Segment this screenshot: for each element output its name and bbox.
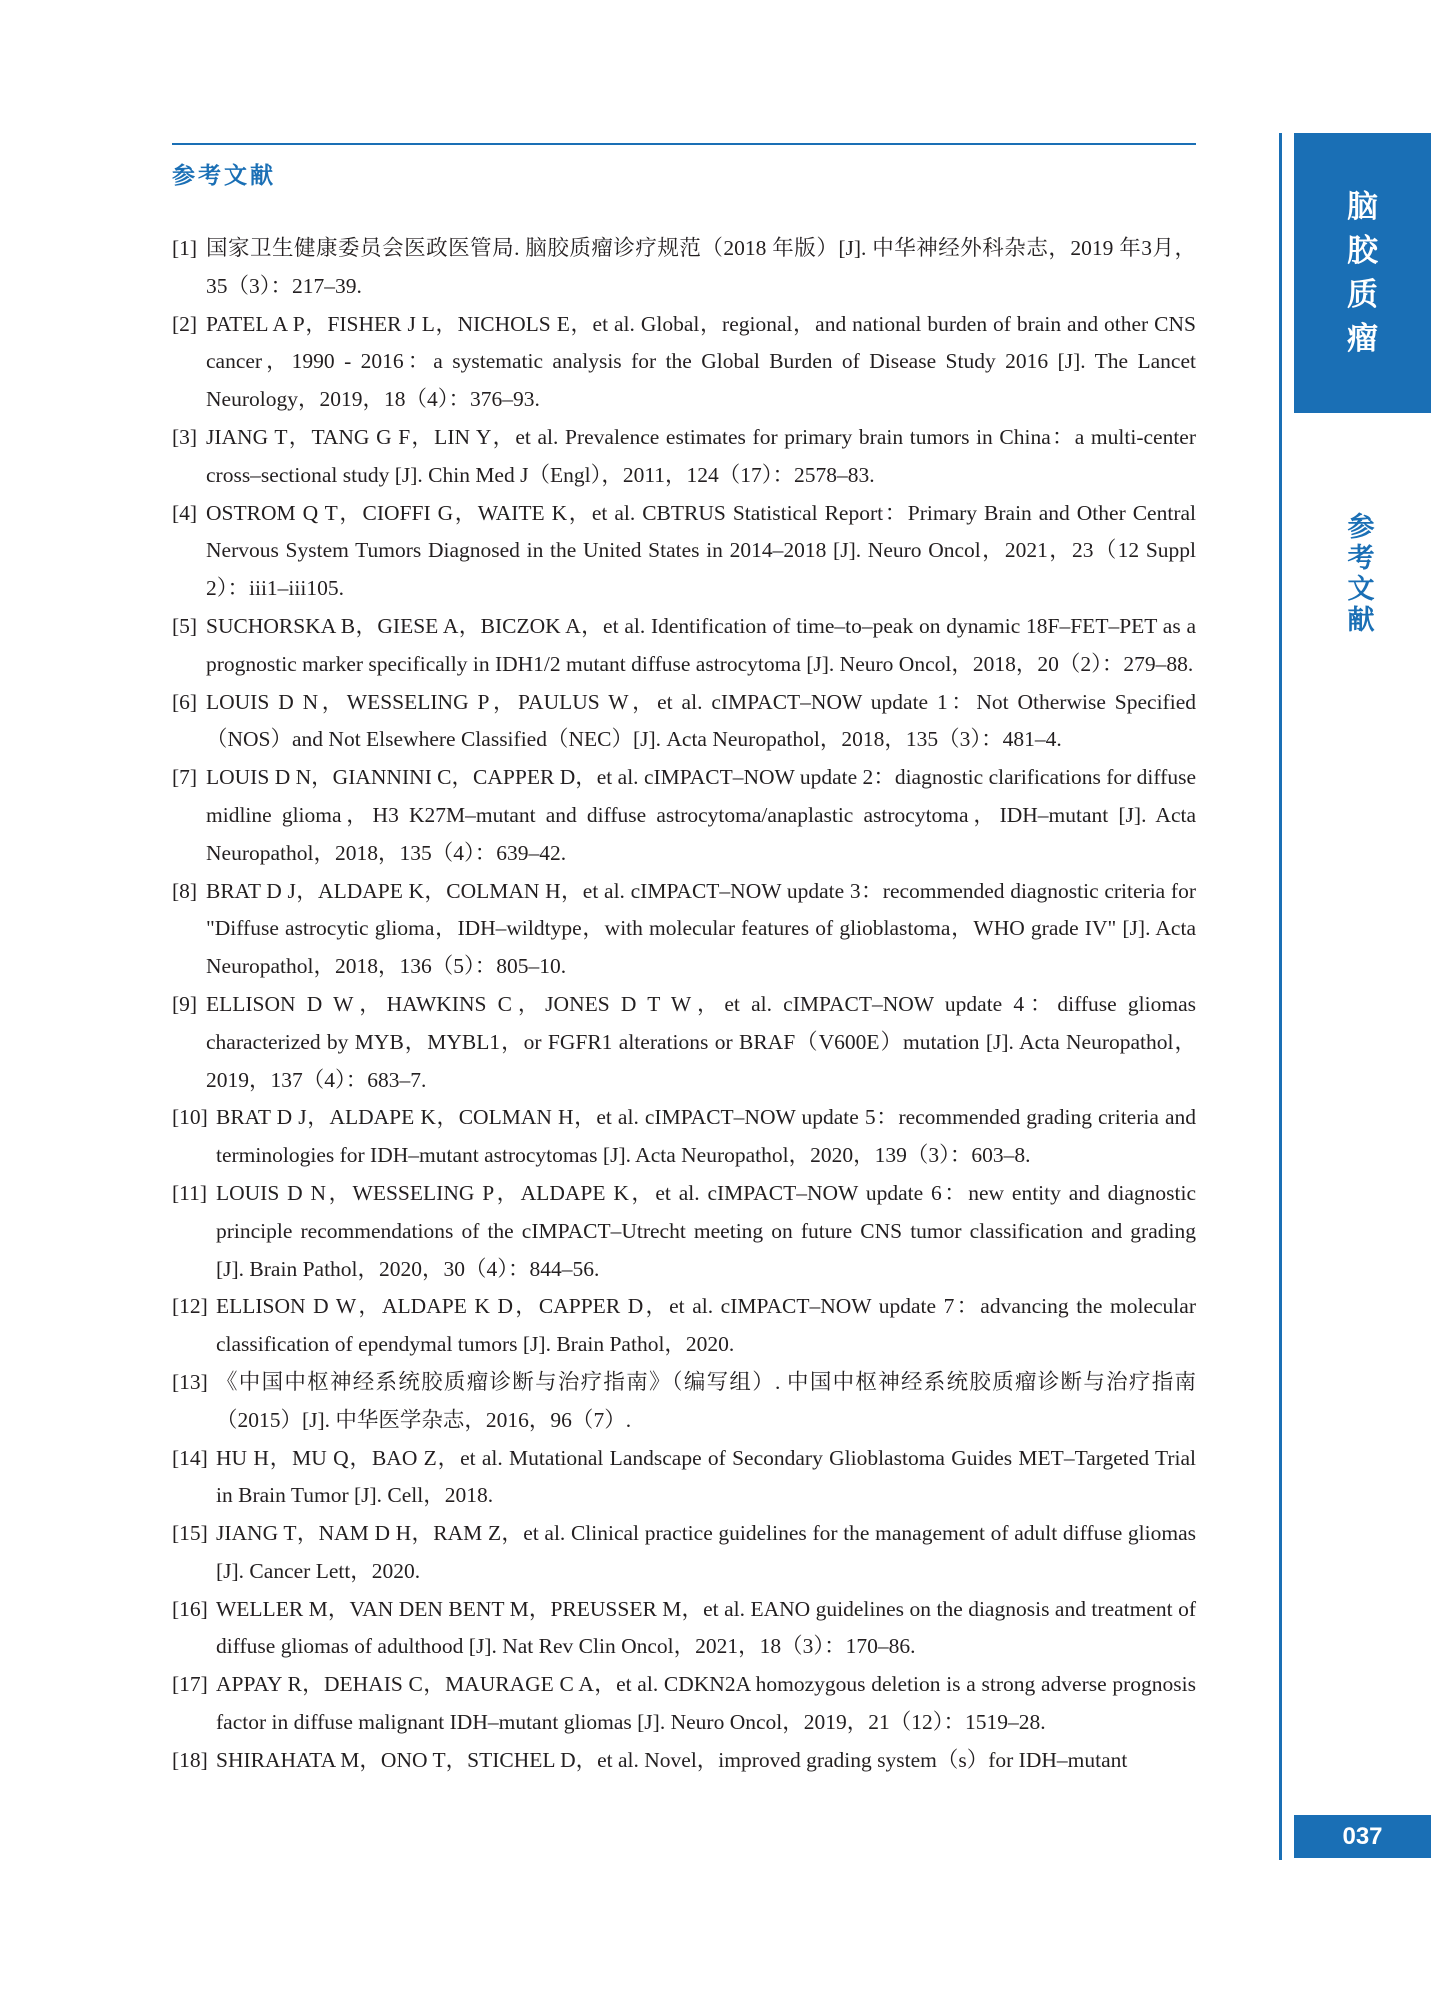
chapter-tab-char: 瘤 [1347, 321, 1378, 357]
section-side-char: 献 [1347, 605, 1375, 636]
reference-item [172, 306, 1196, 419]
reference-text: SHIRAHATA M，ONO T，STICHEL D，et al. Novel，improved grading system（s）for IDH–mutant [216, 1747, 1128, 1772]
chapter-tab [1294, 133, 1431, 413]
reference-number: [4] [172, 500, 198, 525]
reference-text: LOUIS D N，WESSELING P，PAULUS W，et al. cIMPACT–NOW update 1：Not Otherwise Specified（NOS）and Not Elsewhere Classified（NEC）[J]. Acta Neuropathol，2018，135（3）：481–4. [206, 689, 1196, 752]
reference-item [172, 1364, 1196, 1440]
section-side-char: 文 [1347, 574, 1375, 605]
reference-text: ELLISON D W，HAWKINS C，JONES D T W，et al. cIMPACT–NOW update 4：diffuse gliomas characterized by MYB，MYBL1，or FGFR1 alterations or BRAF（V600E）mutation [J]. Acta Neuropathol，2019，137（4）：683–7. [206, 991, 1196, 1092]
page-number: 037 [1294, 1815, 1431, 1858]
chapter-tab-char: 胶 [1347, 233, 1378, 269]
chapter-tab-char: 质 [1347, 277, 1378, 313]
reference-item [172, 1742, 1196, 1780]
reference-item [172, 1440, 1196, 1516]
reference-number: [18] [172, 1747, 208, 1772]
reference-text: HU H，MU Q，BAO Z，et al. Mutational Landscape of Secondary Glioblastoma Guides MET–Targeted Trial in Brain Tumor [J]. Cell，2018. [216, 1445, 1196, 1508]
reference-item [172, 1591, 1196, 1667]
reference-text: JIANG T，NAM D H，RAM Z，et al. Clinical practice guidelines for the management of adult diffuse gliomas [J]. Cancer Lett，2020. [216, 1521, 1196, 1583]
reference-text: JIANG T，TANG G F，LIN Y，et al. Prevalence estimates for primary brain tumors in China：a multi-center cross–sectional study [J]. Chin Med J（Engl），2011，124（17）：2578–83. [206, 424, 1196, 487]
section-heading: 参考文献 [172, 163, 276, 189]
reference-number: [6] [172, 689, 198, 714]
reference-number: [12] [172, 1294, 208, 1319]
reference-text: 《中国中枢神经系统胶质瘤诊断与治疗指南》（编写组）. 中国中枢神经系统胶质瘤诊断与治疗指南（2015）[J]. 中华医学杂志，2016，96（7）. [216, 1369, 1196, 1432]
reference-number: [5] [172, 613, 198, 638]
reference-item [172, 608, 1196, 684]
reference-number: [10] [172, 1105, 208, 1130]
reference-number: [16] [172, 1596, 208, 1621]
reference-text: ELLISON D W，ALDAPE K D，CAPPER D，et al. cIMPACT–NOW update 7：advancing the molecular classification of ependymal tumors [J]. Brain Pathol，2020. [216, 1294, 1196, 1357]
section-side-char: 考 [1347, 543, 1375, 574]
reference-text: LOUIS D N，GIANNINI C，CAPPER D，et al. cIMPACT–NOW update 2：diagnostic clarifications for diffuse midline glioma，H3 K27M–mutant and diffuse astrocytoma/anaplastic astrocytoma，IDH–mutant [J]. Acta Neuropathol，2018，135（4）：639–42. [206, 765, 1196, 865]
reference-number: [15] [172, 1521, 208, 1546]
reference-text: SUCHORSKA B，GIESE A，BICZOK A，et al. Identification of time–to–peak on dynamic 18F–FET–PET as a prognostic marker specifically in IDH1/2 mutant diffuse astrocytoma [J]. Neuro Oncol，2018，20（2）：279–88. [206, 613, 1196, 676]
chapter-tab-char: 脑 [1347, 189, 1378, 225]
reference-list [172, 230, 1196, 1780]
reference-item [172, 1099, 1196, 1175]
reference-number: [7] [172, 765, 198, 790]
reference-item [172, 1666, 1196, 1742]
reference-number: [11] [172, 1180, 208, 1205]
header-rule [172, 143, 1196, 145]
reference-number: [14] [172, 1445, 208, 1470]
reference-text: 国家卫生健康委员会医政医管局. 脑胶质瘤诊疗规范（2018 年版）[J]. 中华神经外科杂志，2019 年3月，35（3）：217–39. [206, 236, 1196, 298]
reference-text: BRAT D J，ALDAPE K，COLMAN H，et al. cIMPACT–NOW update 5：recommended grading criteria and terminologies for IDH–mutant astrocytomas [J]. Acta Neuropathol，2020，139（3）：603–8. [216, 1105, 1196, 1168]
reference-item [172, 873, 1196, 986]
margin-rule [1279, 133, 1282, 1860]
reference-item [172, 495, 1196, 608]
reference-item [172, 759, 1196, 872]
section-side-label [1331, 512, 1391, 636]
reference-number: [3] [172, 424, 198, 449]
reference-item [172, 419, 1196, 495]
reference-item [172, 1175, 1196, 1288]
reference-item [172, 230, 1196, 306]
section-side-char: 参 [1347, 512, 1375, 543]
reference-number: [1] [172, 236, 198, 260]
reference-number: [17] [172, 1672, 208, 1697]
reference-text: LOUIS D N，WESSELING P，ALDAPE K，et al. cIMPACT–NOW update 6：new entity and diagnostic principle recommendations of the cIMPACT–Utrecht meeting on future CNS tumor classification and grading [J]. Brain Pathol，2020，30（4）：844–56. [216, 1180, 1196, 1281]
reference-number: [8] [172, 878, 198, 903]
reference-number: [9] [172, 991, 198, 1016]
reference-item [172, 684, 1196, 760]
reference-text: OSTROM Q T，CIOFFI G，WAITE K，et al. CBTRUS Statistical Report：Primary Brain and Other Central Nervous System Tumors Diagnosed in the United States in 2014–2018 [J]. Neuro Oncol，2021，23（12 Suppl 2）：iii1–iii105. [206, 500, 1196, 601]
reference-text: BRAT D J，ALDAPE K，COLMAN H，et al. cIMPACT–NOW update 3：recommended diagnostic criteria for "Diffuse astrocytic glioma，IDH–wildtype，with molecular features of glioblastoma，WHO grade IV" [J]. Acta Neuropathol，2018，136（5）：805–10. [206, 878, 1196, 979]
reference-item [172, 1515, 1196, 1591]
reference-number: [2] [172, 311, 198, 336]
reference-item [172, 986, 1196, 1099]
reference-number: [13] [172, 1369, 208, 1394]
reference-item [172, 1288, 1196, 1364]
reference-text: PATEL A P，FISHER J L，NICHOLS E，et al. Global，regional，and national burden of brain and other CNS cancer，1990 - 2016：a systematic analysis for the Global Burden of Disease Study 2016 [J]. The Lancet Neurology，2019，18（4）：376–93. [206, 311, 1196, 412]
reference-text: WELLER M，VAN DEN BENT M，PREUSSER M，et al. EANO guidelines on the diagnosis and treatment of diffuse gliomas of adulthood [J]. Nat Rev Clin Oncol，2021，18（3）：170–86. [216, 1596, 1196, 1659]
reference-text: APPAY R，DEHAIS C，MAURAGE C A，et al. CDKN2A homozygous deletion is a strong adverse prognosis factor in diffuse malignant IDH–mutant gliomas [J]. Neuro Oncol，2019，21（12）：1519–28. [216, 1672, 1196, 1735]
